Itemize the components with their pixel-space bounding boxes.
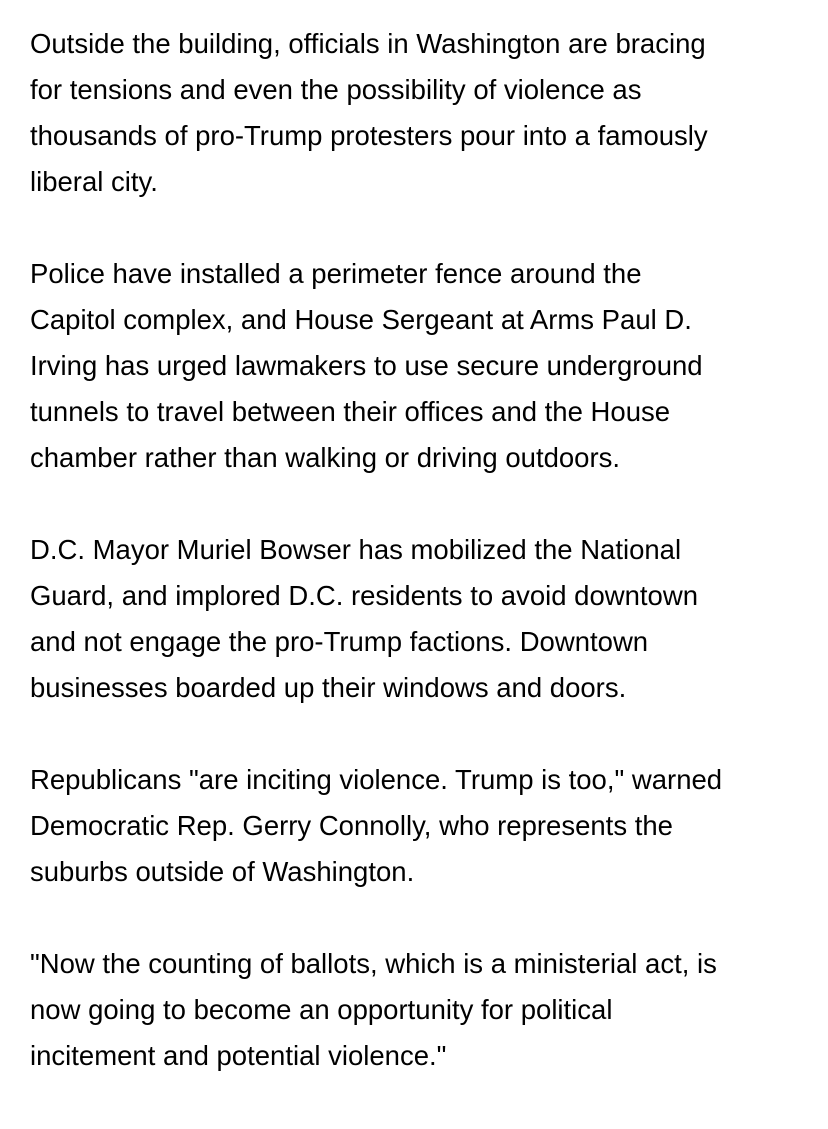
text-line: D.C. Mayor Muriel Bowser has mobilized the National <box>30 534 682 565</box>
text-line: chamber rather than walking or driving outdoors. <box>30 442 621 473</box>
text-line: thousands of pro-Trump protesters pour into a famously <box>30 120 708 151</box>
text-line: for tensions and even the possibility of violence as <box>30 74 642 105</box>
text-line: suburbs outside of Washington. <box>30 856 415 887</box>
text-line: Guard, and implored D.C. residents to avoid downtown <box>30 580 698 611</box>
text-line: "Now the counting of ballots, which is a ministerial act, is <box>30 948 717 979</box>
article-body <box>30 21 810 1079</box>
text-line: Democratic Rep. Gerry Connolly, who represents the <box>30 810 673 841</box>
text-line: tunnels to travel between their offices and the House <box>30 396 671 427</box>
paragraph-counting-ballots <box>30 941 810 1079</box>
text-line: Capitol complex, and House Sergeant at Arms Paul D. <box>30 304 692 335</box>
text-line: Republicans "are inciting violence. Trump is too," warned <box>30 764 723 795</box>
text-line: and not engage the pro-Trump factions. Downtown <box>30 626 649 657</box>
text-line: Irving has urged lawmakers to use secure underground <box>30 350 703 381</box>
text-line: businesses boarded up their windows and doors. <box>30 672 627 703</box>
paragraph-police-fence <box>30 251 810 481</box>
paragraph-outside-building <box>30 21 810 205</box>
paragraph-connolly-quote <box>30 757 810 895</box>
text-line: Outside the building, officials in Washington are bracing <box>30 28 706 59</box>
text-line: incitement and potential violence." <box>30 1040 447 1071</box>
text-line: Police have installed a perimeter fence around the <box>30 258 642 289</box>
text-line: now going to become an opportunity for political <box>30 994 613 1025</box>
text-line: liberal city. <box>30 166 158 197</box>
paragraph-mayor-bowser <box>30 527 810 711</box>
